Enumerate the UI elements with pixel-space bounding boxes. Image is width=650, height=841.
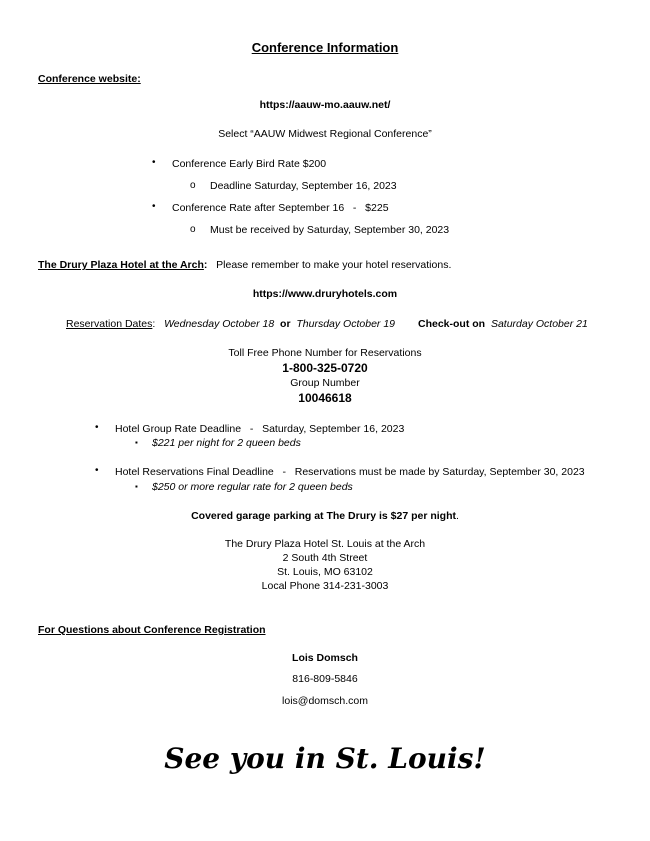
early-bird-deadline: Deadline Saturday, September 16, 2023 bbox=[210, 180, 397, 192]
contact-phone: 816-809-5846 bbox=[292, 673, 358, 685]
regular-rate-beds: $250 or more regular rate for 2 queen beds bbox=[152, 481, 353, 493]
reservation-dates-line: Reservation Dates: Wednesday October 18 or Thursday October 19 bbox=[66, 318, 396, 330]
regular-deadline: Must be received by Saturday, September 30, 2023 bbox=[210, 224, 450, 236]
checkout-label: Check-out on bbox=[418, 318, 486, 330]
hotel-reminder: Please remember to make your hotel reservations. bbox=[216, 259, 452, 271]
address-line: The Drury Plaza Hotel St. Louis at the Arch bbox=[224, 538, 426, 550]
select-instruction: Select “AAUW Midwest Regional Conference” bbox=[218, 128, 432, 140]
bullet-icon: • bbox=[152, 201, 156, 212]
or-text: or bbox=[280, 318, 291, 330]
hotel-url[interactable]: https://www.druryhotels.com bbox=[252, 288, 398, 300]
conference-url[interactable]: https://aauw-mo.aauw.net/ bbox=[259, 99, 391, 111]
early-bird-rate: Conference Early Bird Rate $200 bbox=[172, 158, 327, 170]
regular-rate: Conference Rate after September 16 - $225 bbox=[172, 202, 389, 214]
closing-message: See you in St. Louis! bbox=[164, 742, 486, 775]
final-deadline: Hotel Reservations Final Deadline - Reservations must be made by Saturday, September 30, 2023 bbox=[115, 466, 585, 478]
reservation-date-1: Wednesday October 18 bbox=[164, 318, 275, 330]
checkout-date: Saturday October 21 bbox=[490, 318, 588, 330]
bullet-icon: • bbox=[95, 465, 99, 476]
address-line: 2 South 4th Street bbox=[282, 552, 368, 564]
hotel-heading-line: The Drury Plaza Hotel at the Arch: Please remember to make your hotel reservations. bbox=[38, 259, 452, 271]
conference-website-heading: Conference website: bbox=[38, 73, 141, 85]
contact-name: Lois Domsch bbox=[292, 652, 358, 664]
group-number: 10046618 bbox=[298, 391, 352, 405]
group-label: Group Number bbox=[290, 377, 360, 389]
local-phone: Local Phone 314-231-3003 bbox=[261, 580, 389, 592]
reservation-dates-label: Reservation Dates bbox=[66, 318, 153, 330]
circle-bullet-icon: o bbox=[190, 224, 196, 235]
checkout-line bbox=[418, 318, 588, 330]
reservation-date-2: Thursday October 19 bbox=[296, 318, 396, 330]
group-rate: $221 per night for 2 queen beds bbox=[152, 437, 301, 449]
bullet-icon: • bbox=[152, 157, 156, 168]
questions-heading: For Questions about Conference Registration bbox=[38, 624, 266, 636]
phone-label: Toll Free Phone Number for Reservations bbox=[228, 347, 422, 359]
parking-info: Covered garage parking at The Drury is $27 per night bbox=[191, 510, 456, 522]
square-bullet-icon: ▪ bbox=[135, 438, 138, 447]
parking-line: Covered garage parking at The Drury is $27 per night. bbox=[191, 510, 459, 522]
contact-email[interactable]: lois@domsch.com bbox=[282, 695, 368, 707]
square-bullet-icon: ▪ bbox=[135, 482, 138, 491]
hotel-heading: The Drury Plaza Hotel at the Arch bbox=[38, 259, 204, 271]
page-title: Conference Information bbox=[251, 40, 399, 55]
address-line: St. Louis, MO 63102 bbox=[277, 566, 373, 578]
circle-bullet-icon: o bbox=[190, 180, 196, 191]
bullet-icon: • bbox=[95, 422, 99, 433]
reservation-phone: 1-800-325-0720 bbox=[282, 361, 368, 375]
group-rate-deadline: Hotel Group Rate Deadline - Saturday, September 16, 2023 bbox=[115, 423, 405, 435]
